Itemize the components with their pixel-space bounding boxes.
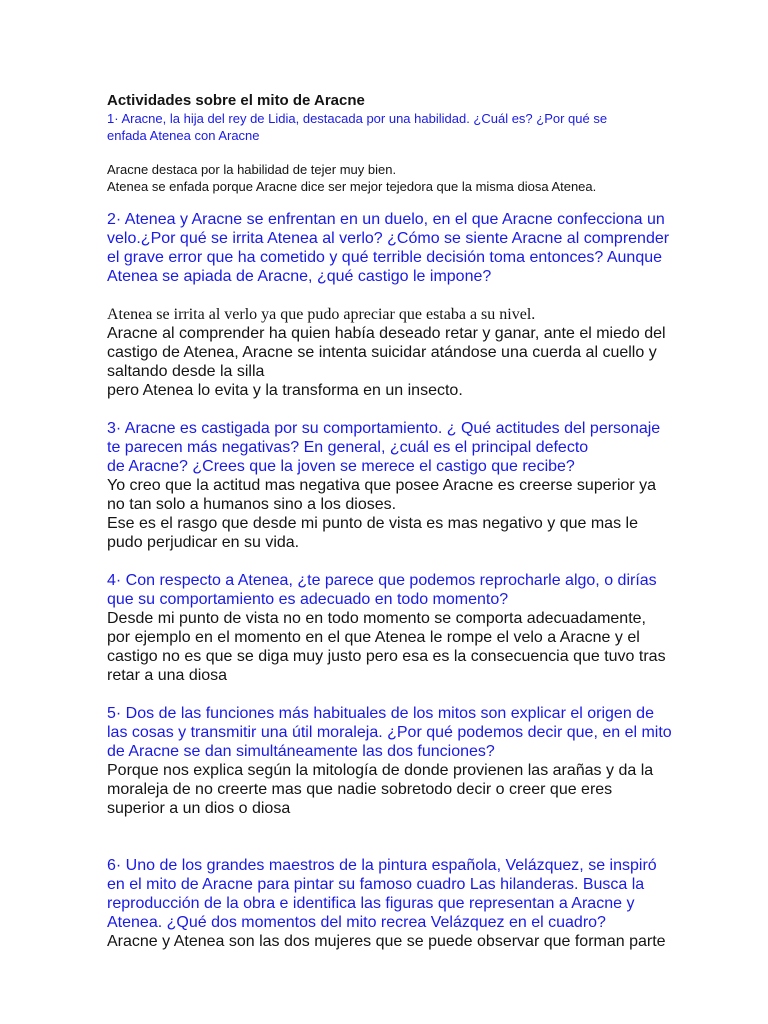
- question-5-line: 5· Dos de las funciones más habituales de los mitos son explicar el origen de: [107, 705, 654, 722]
- question-1-line: 1· Aracne, la hija del rey de Lidia, destacada por una habilidad. ¿Cuál es? ¿Por qué se: [107, 111, 608, 126]
- question-3-line: te parecen más negativas? En general, ¿cuál es el principal defecto: [107, 439, 589, 456]
- question-4-line: que su comportamiento es adecuado en todo momento?: [107, 591, 509, 608]
- document-title: Actividades sobre el mito de Aracne: [107, 92, 365, 109]
- answer-2-line: saltando desde la silla: [107, 363, 265, 380]
- answer-3: [107, 476, 667, 552]
- question-1-line: enfada Atenea con Aracne: [107, 128, 260, 143]
- question-2-line: 2· Atenea y Aracne se enfrentan en un duelo, en el que Aracne confecciona un: [107, 211, 665, 228]
- answer-5-line: moraleja de no creerte mas que nadie sobretodo decir o creer que eres: [107, 781, 613, 798]
- question-6-line: en el mito de Aracne para pintar su famoso cuadro Las hilanderas. Busca la: [107, 876, 645, 893]
- answer-1-line: Aracne destaca por la habilidad de tejer muy bien.: [107, 162, 397, 177]
- question-3-line: 3· Aracne es castigada por su comportamiento. ¿ Qué actitudes del personaje: [107, 420, 661, 437]
- answer-3-line: Yo creo que la actitud mas negativa que posee Aracne es creerse superior ya: [107, 477, 657, 494]
- document-page: [107, 92, 672, 951]
- answer-4-line: retar a una diosa: [107, 667, 228, 684]
- question-2-line: velo.¿Por qué se irrita Atenea al verlo? ¿Cómo se siente Aracne al comprender: [107, 230, 670, 247]
- answer-3-line: Ese es el rasgo que desde mi punto de vista es mas negativo y que mas le: [107, 515, 638, 532]
- answer-1: [107, 161, 667, 195]
- answer-5: [107, 761, 667, 818]
- question-5-line: de Aracne se dan simultáneamente las dos funciones?: [107, 743, 495, 760]
- question-6-line: Atenea. ¿Qué dos momentos del mito recrea Velázquez en el cuadro?: [107, 914, 606, 931]
- question-4: [107, 571, 667, 609]
- answer-4-line: por ejemplo en el momento en el que Atenea le rompe el velo a Aracne y el: [107, 629, 640, 646]
- answer-4: [107, 609, 667, 685]
- answer-5-line: Porque nos explica según la mitología de donde provienen las arañas y da la: [107, 762, 654, 779]
- answer-6: [107, 932, 667, 951]
- question-4-line: 4· Con respecto a Atenea, ¿te parece que podemos reprocharle algo, o dirías: [107, 572, 657, 589]
- question-6-line: 6· Uno de los grandes maestros de la pintura española, Velázquez, se inspiró: [107, 857, 657, 874]
- answer-4-line: Desde mi punto de vista no en todo momento se comporta adecuadamente,: [107, 610, 646, 627]
- answer-3-line: no tan solo a humanos sino a los dioses.: [107, 496, 397, 513]
- question-2: [107, 210, 670, 286]
- answer-3-line: pudo perjudicar en su vida.: [107, 534, 300, 551]
- answer-4-line: castigo no es que se diga muy justo pero esa es la consecuencia que tuvo tras: [107, 648, 666, 665]
- answer-6-line: Aracne y Atenea son las dos mujeres que se puede observar que forman parte: [107, 933, 666, 950]
- answer-2: [107, 305, 667, 400]
- question-5-line: las cosas y transmitir una útil moraleja. ¿Por qué podemos decir que, en el mito: [107, 724, 672, 741]
- answer-1-line: Atenea se enfada porque Aracne dice ser mejor tejedora que la misma diosa Atenea.: [107, 179, 597, 194]
- question-2-line: Atenea se apiada de Aracne, ¿qué castigo le impone?: [107, 268, 492, 285]
- question-1: [107, 110, 667, 144]
- answer-2-serif-line: Atenea se irrita al verlo ya que pudo apreciar que estaba a su nivel.: [107, 306, 536, 323]
- answer-2-line: castigo de Atenea, Aracne se intenta suicidar atándose una cuerda al cuello y: [107, 344, 657, 361]
- answer-2-line: Aracne al comprender ha quien había deseado retar y ganar, ante el miedo del: [107, 325, 666, 342]
- question-6-line: reproducción de la obra e identifica las figuras que representan a Aracne y: [107, 895, 635, 912]
- question-3: [107, 419, 667, 476]
- question-5: [107, 704, 672, 761]
- question-2-line: el grave error que ha cometido y qué terrible decisión toma entonces? Aunque: [107, 249, 663, 266]
- question-6: [107, 856, 667, 932]
- answer-5-line: superior a un dios o diosa: [107, 800, 291, 817]
- question-3-line: de Aracne? ¿Crees que la joven se merece el castigo que recibe?: [107, 458, 575, 475]
- answer-2-line: pero Atenea lo evita y la transforma en un insecto.: [107, 382, 463, 399]
